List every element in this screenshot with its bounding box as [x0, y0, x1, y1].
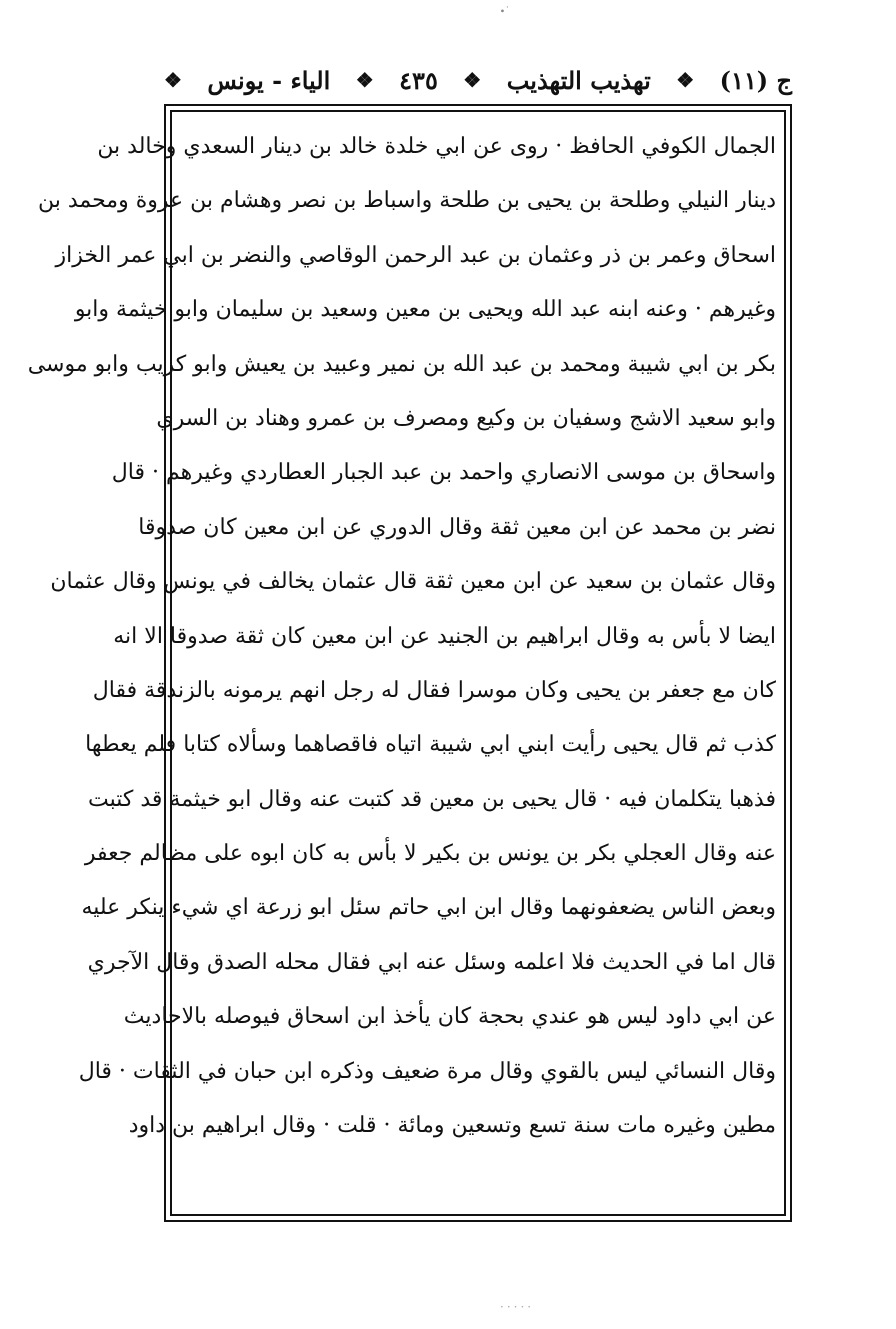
text-line: فذهبا يتكلمان فيه · قال يحيى بن معين قد كتبت عنه وقال ابو خيثمة قد كتبت	[88, 786, 776, 812]
header-ornament-icon: ❖	[164, 68, 182, 92]
section-title: الياء - يونس	[207, 65, 331, 95]
page-body	[27, 120, 776, 1210]
text-line: وقال عثمان بن سعيد عن ابن معين ثقة قال عثمان يخالف في يونس وقال عثمان	[50, 569, 776, 595]
volume-label: ج (١١)	[719, 65, 792, 95]
text-line: وبعض الناس يضعفونهما وقال ابن ابي حاتم سئل ابو زرعة اي شيء ينكر عليه	[81, 895, 776, 921]
text-line: اسحاق وعمر بن ذر وعثمان بن عبد الرحمن الوقاصي والنضر بن ابي عمر الخزاز	[55, 242, 776, 268]
paper-speck: ∙˙	[500, 6, 510, 17]
text-line: نضر بن محمد عن ابن معين ثقة وقال الدوري عن ابن معين كان صدوقا	[138, 514, 776, 540]
text-line: عنه وقال العجلي بكر بن يونس بن بكير لا بأس به كان ابوه على مظالم جعفر	[84, 841, 776, 867]
text-line: كذب ثم قال يحيى رأيت ابني ابي شيبة اتياه فاقصاهما وسألاه كتابا فلم يعطها	[85, 732, 776, 758]
text-line: مطين وغيره مات سنة تسع وتسعين ومائة · قلت · وقال ابراهيم بن داود	[128, 1113, 776, 1139]
text-line: عن ابي داود ليس هو عندي بحجة كان يأخذ ابن اسحاق فيوصله بالاحاديث	[123, 1004, 776, 1030]
header-ornament-icon: ❖	[676, 68, 695, 92]
text-line: ايضا لا بأس به وقال ابراهيم بن الجنيد عن ابن معين كان ثقة صدوقا الا انه	[113, 623, 776, 649]
text-line: بكر بن ابي شيبة ومحمد بن عبد الله بن نمير وعبيد بن يعيش وابو كريب وابو موسى	[27, 351, 776, 377]
book-title: تهذيب التهذيب	[506, 65, 651, 95]
text-line: دينار النيلي وطلحة بن يحيى بن طلحة واسباط بن نصر وهشام بن عروة ومحمد بن	[37, 188, 776, 214]
text-line: الجمال الكوفي الحافظ · روى عن ابي خلدة خالد بن دينار السعدي وخالد بن	[97, 134, 776, 159]
text-line: وغيرهم · وعنه ابنه عبد الله ويحيى بن معين وسعيد بن سليمان وابو خيثمة وابو	[74, 297, 776, 323]
header-ornament-icon: ❖	[463, 68, 482, 92]
running-header	[160, 58, 792, 102]
header-ornament-icon: ❖	[355, 68, 374, 92]
page-number: ٤٣٥	[399, 65, 438, 95]
text-line: واسحاق بن موسى الانصاري واحمد بن عبد الجبار العطاردي وغيرهم · قال	[111, 460, 776, 486]
text-line: قال اما في الحديث فلا اعلمه وسئل عنه ابي فقال محله الصدق وقال الآجري	[87, 949, 776, 975]
page-foot-mark: ·····	[500, 1300, 535, 1314]
text-line: كان مع جعفر بن يحيى وكان موسرا فقال له رجل انهم يرمونه بالزندقة فقال	[92, 677, 776, 703]
text-line: وقال النسائي ليس بالقوي وقال مرة ضعيف وذكره ابن حبان في الثقات · قال	[78, 1058, 776, 1084]
text-line: وابو سعيد الاشج وسفيان بن وكيع ومصرف بن عمرو وهناد بن السري	[156, 405, 776, 431]
